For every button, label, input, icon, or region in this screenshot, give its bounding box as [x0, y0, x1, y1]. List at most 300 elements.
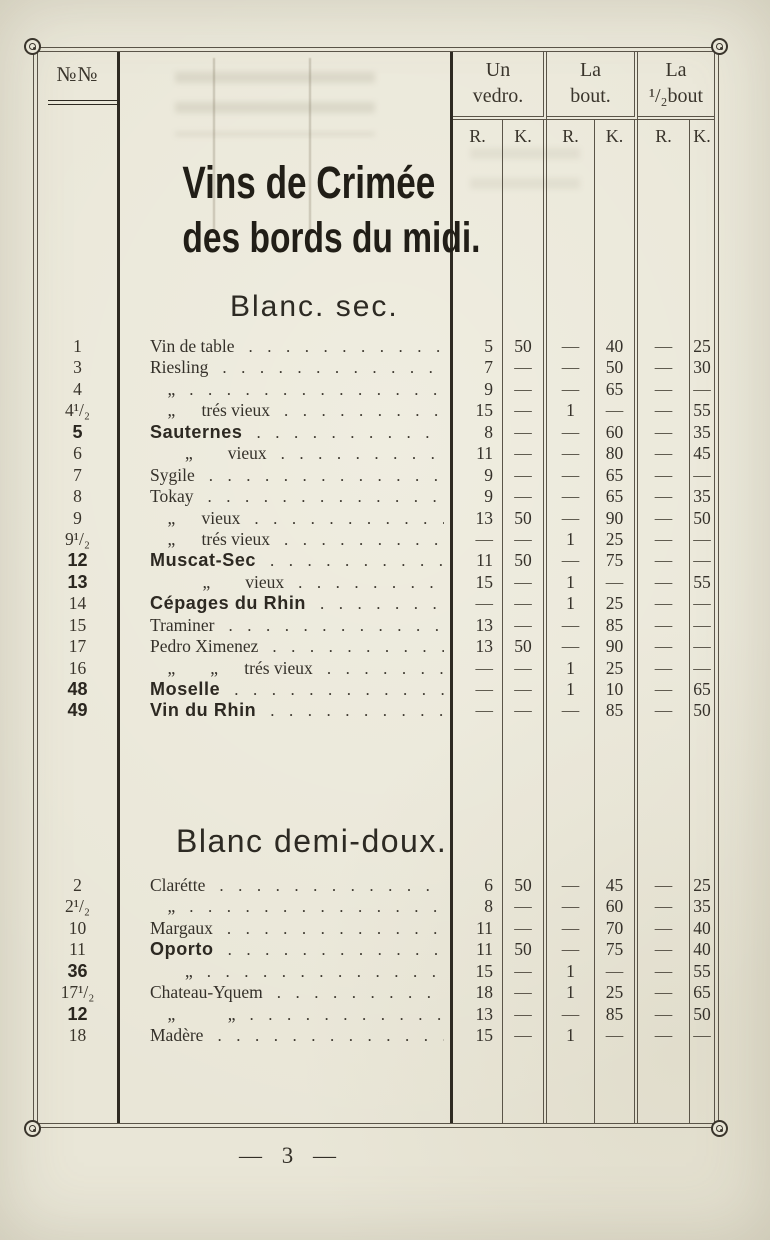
- corner-rosette-icon: [711, 1120, 728, 1137]
- page-title-line2: des bords du midi.: [182, 214, 481, 262]
- spacer-cell: [453, 1046, 503, 1123]
- bottom-filler: [38, 1046, 714, 1123]
- wine-name: Riesling: [150, 357, 209, 378]
- row-name-cell: [120, 1004, 453, 1025]
- row-number: [38, 400, 120, 421]
- row-number-text: 10: [68, 917, 87, 938]
- price-cell: —: [503, 1004, 547, 1025]
- table: [38, 52, 714, 1123]
- row-number-text: 48: [67, 679, 88, 699]
- price-cell: 50: [693, 1003, 711, 1024]
- spacer-cell: [503, 863, 547, 875]
- subheader-roubles: R.: [453, 120, 503, 150]
- price-cell: —: [503, 658, 547, 679]
- row-name-cell: [120, 982, 453, 1003]
- price-cell: 50: [503, 336, 547, 357]
- row-number: [38, 486, 120, 507]
- price-cell: 9: [453, 379, 503, 400]
- row-number: [38, 593, 120, 614]
- table-row: [38, 486, 714, 507]
- row-number: [38, 508, 120, 529]
- price-cell: —: [547, 939, 595, 960]
- price-cell: —: [693, 528, 711, 549]
- price-cell: —: [693, 593, 711, 614]
- row-name-cell: [120, 336, 453, 357]
- title-cell: [120, 150, 481, 336]
- row-number: [38, 465, 120, 486]
- page-title: Vins de Crimée: [182, 157, 436, 208]
- price-cell: 8: [453, 422, 503, 443]
- price-cell: —: [693, 550, 711, 571]
- price-cell: —: [595, 400, 638, 421]
- price-cell: —: [547, 336, 595, 357]
- row-number-text: 6: [73, 443, 82, 464]
- price-cell: 13: [453, 508, 503, 529]
- table-row: [38, 1004, 714, 1025]
- price-cell: 25: [693, 336, 711, 356]
- price-cell: —: [547, 422, 595, 443]
- price-cell: 1: [547, 982, 595, 1003]
- spacer-cell: [38, 807, 120, 863]
- price-cell: 11: [453, 443, 503, 464]
- row-number-text: 9¹/₂: [65, 528, 90, 549]
- price-cell: 13: [453, 615, 503, 636]
- spacer-cell: [38, 863, 120, 875]
- spacer-cell: [453, 722, 503, 807]
- price-cell: —: [638, 896, 690, 917]
- price-cell: —: [693, 378, 711, 399]
- spacer-cell: [690, 807, 714, 863]
- header-line: La: [579, 59, 602, 81]
- price-cell: —: [638, 636, 690, 657]
- price-cell: 65: [693, 679, 711, 699]
- row-number-text: 1: [73, 336, 82, 356]
- price-cell: —: [638, 422, 690, 443]
- wine-name: „ trés vieux: [150, 528, 271, 549]
- price-cell: —: [503, 443, 547, 464]
- price-cell: —: [453, 529, 503, 550]
- row-number-text: 5: [72, 421, 83, 442]
- row-number-text: 12: [67, 1003, 88, 1024]
- row-number-text: 17¹/₂: [60, 982, 95, 1003]
- table-row: [38, 636, 714, 657]
- column-header-un-vedro: [453, 52, 547, 120]
- wine-name: Clarétte: [150, 874, 206, 895]
- row-name-cell: [120, 593, 453, 614]
- price-cell: —: [503, 465, 547, 486]
- spacer-cell: [453, 863, 503, 875]
- leader-dots: [256, 422, 444, 443]
- spacer-cell: [547, 722, 595, 807]
- row-name-cell: [120, 443, 453, 464]
- price-cell: 1: [547, 572, 595, 593]
- header-line: vedro.: [472, 85, 524, 107]
- row-number: [38, 982, 120, 1003]
- spacer-cell: [120, 863, 453, 875]
- price-cell: —: [638, 939, 690, 960]
- row-name-cell: [120, 875, 453, 896]
- price-cell: —: [638, 1004, 690, 1025]
- price-cell: 30: [693, 357, 711, 378]
- price-cell: —: [503, 357, 547, 378]
- leader-dots: [208, 486, 445, 507]
- price-cell: —: [453, 700, 503, 721]
- row-number-text: 8: [73, 486, 82, 507]
- price-cell: 60: [595, 896, 638, 917]
- price-cell: —: [547, 550, 595, 571]
- price-cell: 45: [595, 875, 638, 896]
- price-cell: 13: [453, 1004, 503, 1025]
- header-line: La: [665, 59, 687, 81]
- price-cell: —: [595, 1025, 638, 1046]
- leader-dots: [189, 379, 444, 400]
- spacer-cell: [690, 1046, 714, 1123]
- row-number-text: 7: [73, 464, 82, 485]
- price-cell: 1: [547, 593, 595, 614]
- price-cell: 15: [453, 961, 503, 982]
- row-number: [38, 379, 120, 400]
- row-name-cell: [120, 636, 453, 657]
- table-row: [38, 1025, 714, 1046]
- title-zone: [38, 150, 714, 336]
- price-cell: 35: [693, 486, 711, 507]
- spacer-cell: [690, 863, 714, 875]
- row-name-cell: [120, 939, 453, 960]
- wine-name: „ vieux: [150, 443, 267, 464]
- wine-name: Chateau-Yquem: [150, 982, 263, 1003]
- spacer-cell: [503, 1046, 547, 1123]
- spacer-cell: [38, 722, 120, 807]
- wine-name: „ „: [150, 1003, 236, 1024]
- leader-dots: [270, 700, 444, 721]
- table-row: [38, 465, 714, 486]
- price-cell: —: [547, 615, 595, 636]
- table-row: [38, 550, 714, 571]
- row-number-text: 11: [69, 939, 86, 960]
- price-cell: 50: [503, 636, 547, 657]
- row-number-text: 4: [73, 378, 82, 399]
- leader-dots: [250, 1004, 444, 1025]
- spacer-cell: [547, 807, 595, 863]
- numbers-underline: [48, 100, 118, 105]
- leader-dots: [228, 939, 444, 960]
- row-number: [38, 1025, 120, 1046]
- price-cell: —: [547, 379, 595, 400]
- row-number-text: 16: [68, 657, 87, 678]
- spacer-cell: [547, 863, 595, 875]
- price-cell: 1: [547, 961, 595, 982]
- wine-name: Pedro Ximenez: [150, 636, 259, 657]
- price-cell: 35: [693, 421, 711, 442]
- row-number: [38, 918, 120, 939]
- row-name-cell: [120, 529, 453, 550]
- row-number-text: 17: [68, 636, 87, 657]
- price-cell: 50: [503, 508, 547, 529]
- leader-dots: [272, 636, 444, 657]
- price-cell: —: [638, 508, 690, 529]
- price-cell: —: [638, 918, 690, 939]
- leader-dots: [320, 593, 444, 614]
- price-cell: 1: [547, 400, 595, 421]
- price-cell: —: [547, 875, 595, 896]
- wine-name: Sauternes: [150, 421, 243, 442]
- price-cell: —: [547, 443, 595, 464]
- price-cell: 10: [595, 679, 638, 700]
- leader-dots: [222, 357, 444, 378]
- price-cell: —: [503, 593, 547, 614]
- section-heading-row: [38, 807, 714, 863]
- price-cell: 65: [595, 379, 638, 400]
- price-cell: —: [503, 679, 547, 700]
- price-cell: 90: [595, 508, 638, 529]
- wine-name: „: [150, 896, 176, 917]
- price-cell: 40: [595, 336, 638, 357]
- price-cell: 7: [453, 357, 503, 378]
- corner-rosette-icon: [24, 1120, 41, 1137]
- price-cell: —: [638, 357, 690, 378]
- subheader-roubles: R.: [638, 120, 690, 150]
- row-number-text: 4¹/₂: [65, 400, 90, 421]
- price-cell: 11: [453, 550, 503, 571]
- wine-name: Madère: [150, 1024, 204, 1045]
- subheader-kopecks: K.: [503, 120, 547, 150]
- price-cell: —: [693, 464, 711, 485]
- leader-dots: [270, 550, 444, 571]
- price-cell: —: [638, 550, 690, 571]
- row-number: [38, 636, 120, 657]
- wine-name: „ vieux: [150, 571, 285, 592]
- page-number: [33, 1143, 719, 1169]
- spacer-cell: [38, 1046, 120, 1123]
- price-cell: 8: [453, 896, 503, 917]
- row-name-cell: [120, 572, 453, 593]
- row-name-cell: [120, 658, 453, 679]
- row-number: [38, 336, 120, 357]
- section-blanc-demi-doux-rows: [38, 875, 714, 1047]
- price-table-frame: [33, 47, 719, 1128]
- section-blanc-sec-rows: [38, 336, 714, 722]
- row-number: [38, 896, 120, 917]
- row-number: [38, 572, 120, 593]
- row-number-text: 2: [73, 874, 82, 895]
- name-column-header: [120, 52, 453, 120]
- table-row: [38, 593, 714, 614]
- subheader-spacer: [38, 120, 120, 150]
- row-number: [38, 961, 120, 982]
- table-row: [38, 961, 714, 982]
- price-cell: 75: [595, 550, 638, 571]
- price-cell: 50: [595, 357, 638, 378]
- table-row: [38, 918, 714, 939]
- spacer-cell: [38, 150, 120, 336]
- price-cell: 25: [595, 658, 638, 679]
- row-number-text: 2¹/₂: [65, 896, 90, 917]
- price-cell: 45: [693, 443, 711, 464]
- wine-name: Margaux: [150, 917, 213, 938]
- row-name-cell: [120, 896, 453, 917]
- price-cell: —: [595, 961, 638, 982]
- table-row: [38, 658, 714, 679]
- leader-dots: [189, 896, 444, 917]
- wine-name: Cépages du Rhin: [150, 593, 307, 614]
- price-cell: —: [547, 700, 595, 721]
- table-row: [38, 336, 714, 357]
- section-gap: [38, 722, 714, 807]
- row-number-text: 18: [68, 1024, 87, 1045]
- table-row: [38, 982, 714, 1003]
- row-number: [38, 700, 120, 721]
- price-cell: —: [503, 529, 547, 550]
- leader-dots: [298, 572, 444, 593]
- price-cell: 9: [453, 465, 503, 486]
- price-cell: —: [547, 896, 595, 917]
- price-cell: —: [638, 700, 690, 721]
- spacer-cell: [690, 150, 714, 336]
- row-number: [38, 939, 120, 960]
- price-cell: 15: [453, 400, 503, 421]
- wine-name: Sygile: [150, 464, 195, 485]
- leader-dots: [219, 875, 444, 896]
- price-cell: —: [638, 982, 690, 1003]
- price-cell: 55: [693, 571, 711, 592]
- price-cell: 70: [595, 918, 638, 939]
- spacer-cell: [120, 1046, 453, 1123]
- wine-name: „: [150, 960, 193, 981]
- price-cell: —: [453, 658, 503, 679]
- price-cell: 11: [453, 918, 503, 939]
- row-name-cell: [120, 550, 453, 571]
- row-number-text: 49: [67, 700, 88, 721]
- table-row: [38, 422, 714, 443]
- price-cell: 40: [693, 917, 711, 938]
- spacer-cell: [595, 722, 638, 807]
- price-cell: —: [693, 657, 711, 678]
- wine-name: Muscat-Sec: [150, 550, 257, 571]
- column-header-la-demibout: [638, 52, 714, 120]
- row-number-text: 14: [68, 593, 87, 614]
- table-row: [38, 357, 714, 378]
- price-cell: 25: [693, 874, 711, 895]
- leader-dots: [284, 529, 444, 550]
- row-name-cell: [120, 379, 453, 400]
- price-cell: —: [453, 593, 503, 614]
- table-row: [38, 400, 714, 421]
- page-number-text: — 3 —: [239, 1143, 343, 1168]
- price-cell: 50: [693, 507, 711, 528]
- table-row: [38, 939, 714, 960]
- leader-dots: [227, 918, 444, 939]
- row-name-cell: [120, 465, 453, 486]
- leader-dots: [234, 679, 444, 700]
- row-name-cell: [120, 615, 453, 636]
- row-number: [38, 679, 120, 700]
- leader-dots: [254, 508, 444, 529]
- leader-dots: [217, 1025, 444, 1046]
- corner-rosette-icon: [24, 38, 41, 55]
- wine-name: Vin de table: [150, 336, 235, 356]
- price-cell: 50: [503, 939, 547, 960]
- table-row: [38, 615, 714, 636]
- price-cell: 55: [693, 400, 711, 421]
- wine-name: „ trés vieux: [150, 400, 271, 421]
- price-cell: 25: [595, 593, 638, 614]
- price-cell: —: [638, 572, 690, 593]
- price-cell: 50: [503, 875, 547, 896]
- numbers-column-header: [38, 52, 120, 120]
- wine-name: Traminer: [150, 614, 215, 635]
- price-cell: —: [547, 508, 595, 529]
- spacer-cell: [638, 150, 690, 336]
- spacer-cell: [638, 863, 690, 875]
- spacer-cell: [595, 1046, 638, 1123]
- row-name-cell: [120, 400, 453, 421]
- row-name-cell: [120, 918, 453, 939]
- price-cell: 65: [693, 982, 711, 1003]
- leader-dots: [209, 465, 444, 486]
- leader-dots: [284, 400, 444, 421]
- price-cell: —: [638, 1025, 690, 1046]
- price-cell: 50: [693, 700, 711, 721]
- leader-dots: [248, 336, 444, 357]
- price-cell: —: [503, 961, 547, 982]
- row-name-cell: [120, 700, 453, 721]
- price-cell: 9: [453, 486, 503, 507]
- price-cell: 13: [453, 636, 503, 657]
- spacer-cell: [547, 150, 595, 336]
- table-subheader-row: [38, 120, 714, 150]
- price-cell: 1: [547, 529, 595, 550]
- price-cell: 65: [595, 486, 638, 507]
- spacer-cell: [120, 722, 453, 807]
- row-number: [38, 658, 120, 679]
- price-cell: —: [453, 679, 503, 700]
- price-cell: 18: [453, 982, 503, 1003]
- price-cell: 5: [453, 336, 503, 357]
- price-cell: —: [547, 918, 595, 939]
- price-cell: —: [547, 1004, 595, 1025]
- price-cell: 85: [595, 615, 638, 636]
- price-cell: 11: [453, 939, 503, 960]
- row-name-cell: [120, 486, 453, 507]
- price-cell: —: [503, 918, 547, 939]
- price-cell: —: [638, 875, 690, 896]
- price-cell: 90: [595, 636, 638, 657]
- spacer-cell: [595, 807, 638, 863]
- price-cell: 50: [503, 550, 547, 571]
- spacer-cell: [547, 1046, 595, 1123]
- row-name-cell: [120, 508, 453, 529]
- price-cell: —: [638, 961, 690, 982]
- subheader-kopecks: K.: [693, 125, 711, 146]
- row-number: [38, 422, 120, 443]
- leader-dots: [281, 443, 444, 464]
- wine-name: Tokay: [150, 486, 194, 507]
- row-name-cell: [120, 357, 453, 378]
- price-cell: —: [503, 615, 547, 636]
- price-cell: —: [503, 422, 547, 443]
- price-cell: —: [547, 486, 595, 507]
- price-cell: —: [638, 400, 690, 421]
- price-cell: 65: [595, 465, 638, 486]
- table-header-row: [38, 52, 714, 120]
- price-cell: —: [547, 636, 595, 657]
- price-cell: —: [693, 1024, 711, 1045]
- subheader-kopecks: K.: [595, 120, 638, 150]
- row-name-cell: [120, 422, 453, 443]
- table-row: [38, 896, 714, 917]
- subheader-roubles: R.: [547, 120, 595, 150]
- price-cell: —: [503, 400, 547, 421]
